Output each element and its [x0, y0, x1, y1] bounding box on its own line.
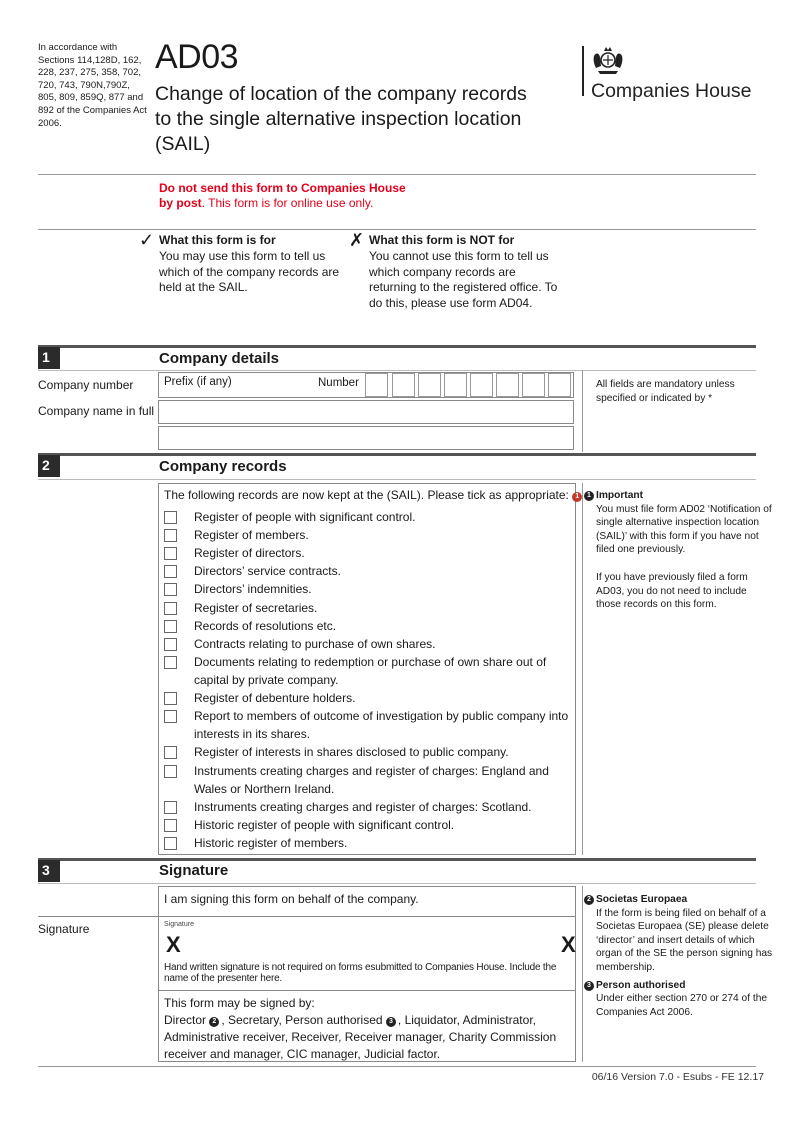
digit-cell[interactable]: [365, 373, 388, 397]
postal-warning: [159, 181, 419, 211]
what-for-heading: What this form is for: [159, 233, 276, 247]
company-name-field-line1[interactable]: [158, 400, 574, 424]
record-checkbox[interactable]: [164, 547, 177, 560]
check-icon: ✓: [139, 230, 155, 250]
important-para: If you have previously filed a form AD03, you do not need to include those records on this form.: [596, 571, 748, 611]
se-body: If the form is being filed on behalf of a Societas Europaea (SE) please delete ‘director’ and insert details of which organ of the SE the person signing has membership.: [596, 907, 773, 973]
record-label: Register of debenture holders.: [194, 691, 356, 705]
record-label: Register of members.: [194, 528, 309, 542]
important-para: You must file form AD02 ‘Notification of single alternative inspection location (SAIL)’ with this form if you have not filed one previously.: [596, 503, 772, 556]
record-label: Records of resolutions etc.: [194, 619, 337, 633]
record-label: Instruments creating charges and register of charges: England and Wales or Northern Ireland.: [194, 764, 549, 796]
form-code: AD03: [155, 38, 239, 76]
signature-box-label: Signature: [164, 921, 194, 928]
what-form-is-not-for: [369, 233, 564, 312]
record-label: Instruments creating charges and register of charges: Scotland.: [194, 800, 532, 814]
info-icon: 3: [584, 981, 594, 991]
side-divider: [582, 483, 583, 855]
side-divider: [582, 886, 583, 1062]
records-intro-text: The following records are now kept at the (SAIL). Please tick as appropriate:: [164, 488, 569, 502]
version-footer: 06/16 Version 7.0 - Esubs - FE 12.17: [591, 1071, 764, 1083]
record-label: Directors’ service contracts.: [194, 564, 341, 578]
company-name-field-line2[interactable]: [158, 426, 574, 450]
digit-cell[interactable]: [470, 373, 493, 397]
record-checkbox[interactable]: [164, 620, 177, 633]
digit-cell[interactable]: [444, 373, 467, 397]
info-icon: 1: [584, 491, 594, 501]
role-text: , Liquidator, Administrator, Administrative receiver, Receiver, Receiver manager, Charity Commission receiver and manager, CIC manager, Judicial factor.: [164, 1013, 557, 1061]
behalf-statement: I am signing this form on behalf of the company.: [164, 892, 419, 906]
record-checkbox[interactable]: [164, 529, 177, 542]
section-number: 1: [38, 347, 60, 369]
se-heading: Societas Europaea: [596, 894, 688, 905]
side-divider: [582, 370, 583, 452]
record-checkbox[interactable]: [164, 819, 177, 832]
record-checkbox[interactable]: [164, 801, 177, 814]
digit-cell[interactable]: [418, 373, 441, 397]
record-checkbox[interactable]: [164, 692, 177, 705]
signatory-intro: This form may be signed by:: [164, 996, 315, 1010]
signatory-roles: [164, 1012, 576, 1063]
warning-bold: Do not send this form to Companies House by post: [159, 181, 406, 210]
pa-body: Under either section 270 or 274 of the Companies Act 2006.: [596, 993, 768, 1018]
section-divider: [38, 345, 756, 348]
record-label: Contracts relating to purchase of own shares.: [194, 637, 436, 651]
record-checkbox[interactable]: [164, 602, 177, 615]
pa-heading: Person authorised: [596, 979, 686, 991]
divider: [158, 990, 576, 991]
record-checkbox[interactable]: [164, 511, 177, 524]
record-checkbox[interactable]: [164, 583, 177, 596]
number-label: Number: [318, 377, 359, 389]
record-label: Historic register of people with significant control.: [194, 818, 455, 832]
societas-europaea-note: [584, 893, 774, 1019]
handwritten-note: Hand written signature is not required on forms esubmitted to Companies House. Include the name of the presenter here.: [164, 962, 557, 984]
company-number-label: Company number: [38, 378, 134, 392]
divider: [38, 883, 756, 884]
form-title: [155, 82, 555, 157]
info-icon: 3: [386, 1017, 396, 1027]
companies-house-logo: Companies House: [591, 80, 752, 102]
title-line: to the single alternative inspection location: [155, 108, 522, 130]
legislation-reference: In accordance with Sections 114,128D, 162, 228, 237, 275, 358, 702, 720, 743, 790N,790Z, 805, 809, 859Q, 877 and 892 of the Companies Act 2006.: [38, 42, 147, 129]
section-title: Company details: [159, 350, 280, 367]
record-checkbox[interactable]: [164, 837, 177, 850]
warning-text: . This form is for online use only.: [201, 196, 374, 210]
role-text: , Secretary, Person authorised: [221, 1013, 383, 1027]
digit-cell[interactable]: [548, 373, 571, 397]
title-line: Change of location of the company records: [155, 83, 527, 105]
role-text: Director: [164, 1013, 207, 1027]
what-not-for-body: You cannot use this form to tell us which company records are returning to the registered office. To do this, please use form AD04.: [369, 248, 558, 311]
section-title: Company records: [159, 458, 287, 475]
signature-label: Signature: [38, 922, 90, 936]
divider: [38, 479, 756, 480]
record-label: Historic register of members.: [194, 836, 348, 850]
records-intro: [164, 488, 584, 502]
royal-crest-icon: [590, 44, 626, 76]
record-label: Report to members of outcome of investigation by public company into interests in its shares.: [194, 709, 569, 741]
important-note: [584, 489, 774, 612]
what-not-for-heading: What this form is NOT for: [369, 233, 515, 247]
digit-cell[interactable]: [522, 373, 545, 397]
section-divider: [38, 858, 756, 861]
divider: [38, 174, 756, 175]
digit-cell[interactable]: [392, 373, 415, 397]
what-for-body: You may use this form to tell us which of the company records are held at the SAIL.: [159, 248, 340, 295]
prefix-label: Prefix (if any): [164, 376, 232, 388]
section-title: Signature: [159, 862, 229, 879]
signatory-list: [164, 995, 576, 1063]
company-name-label: Company name in full: [38, 404, 155, 418]
record-label: Register of directors.: [194, 546, 305, 560]
divider: [38, 1066, 756, 1067]
record-label: Documents relating to redemption or purchase of own share out of capital by private company.: [194, 655, 547, 687]
logo-divider: [582, 46, 584, 96]
record-label: Register of interests in shares disclosed to public company.: [194, 745, 509, 759]
title-line: (SAIL): [155, 133, 211, 155]
section-number: 3: [38, 860, 60, 882]
record-checkbox[interactable]: [164, 565, 177, 578]
record-checkbox[interactable]: [164, 746, 177, 759]
mandatory-fields-note: All fields are mandatory unless specified or indicated by *: [596, 379, 735, 404]
record-checkbox[interactable]: [164, 656, 177, 669]
record-label: Register of people with significant control.: [194, 510, 416, 524]
record-label: Directors’ indemnities.: [194, 582, 312, 596]
record-checkbox[interactable]: [164, 765, 177, 778]
cross-icon: ✗: [349, 230, 365, 250]
divider: [38, 370, 756, 371]
digit-cell[interactable]: [496, 373, 519, 397]
info-icon: 2: [209, 1017, 219, 1027]
section-number: 2: [38, 455, 60, 477]
what-form-is-for: [159, 233, 344, 296]
record-checkbox[interactable]: [164, 710, 177, 723]
signature-x-icon: X: [561, 932, 576, 957]
record-label: Register of secretaries.: [194, 601, 318, 615]
important-heading: Important: [596, 490, 643, 501]
info-icon: 2: [584, 895, 594, 905]
record-checkbox[interactable]: [164, 638, 177, 651]
info-icon: 1: [572, 492, 582, 502]
signature-x-icon: X: [166, 932, 181, 957]
section-divider: [38, 453, 756, 456]
